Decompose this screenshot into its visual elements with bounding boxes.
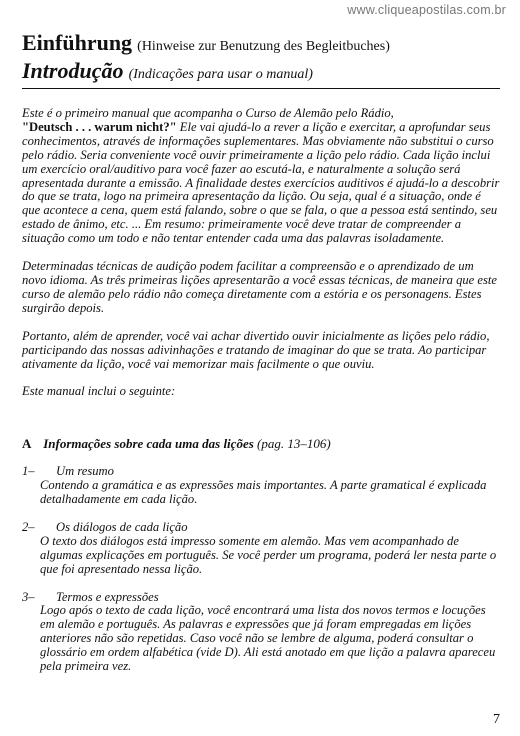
watermark: www.cliqueapostilas.com.br [347,3,506,17]
section-a-heading [22,437,500,451]
list-item-number: 2– [22,519,35,534]
section-a-title: Informações sobre cada uma das lições [43,436,254,452]
list-item-description: O texto dos diálogos está impresso somente em alemão. Mas vem acompanhado de algumas explicações em português. Se você perder um programa, poderá ler nesta parte o que foi apresentado nessa lição. [40,533,497,576]
list-item-description: Contendo a gramática e as expressões mais importantes. A parte gramatical é explicada detalhadamente em cada lição. [40,478,487,507]
page-number: 7 [493,712,500,727]
paragraph-2: Determinadas técnicas de audição podem facilitar a compreensão e o aprendizado de um novo idioma. As três primeiras lições apresentarão a você essas técnicas, de maneira que este curso de alemão pelo rádio não começa diretamente com a estória e os personagens. Estes surgirão depois. [22,259,497,315]
heading-german-title: Einführung [22,30,133,55]
list-item-title: Um resumo [56,464,114,479]
page-content [22,30,500,674]
section-a-letter: A [22,436,32,452]
list-item-3 [22,591,500,674]
heading-portuguese [22,58,500,84]
intro-rest: Ele vai ajudá-lo a rever a lição e exercitar, a aprofundar seus conhecimentos, através de informações suplementares. Mas obviamente não substitui o curso pelo rádio. Seria conveniente você ouvir primeiramente a lição pelo rádio. Cada lição inclui um exercício oral/auditivo para você fazer ao escutá-la, e naturalmente a solução será apresentada durante a emissão. A finalidade destes exercícios auditivos é ajudá-lo a descobrir do que se trata, logo na primeira apresentação da lição. Ou seja, qual é a situação, onde é que acontece a cena, quem está falando, sobre o que se fala, o que a pessoa está sentindo, seu estado de ânimo, etc. ... Em resumo: primeiramente você deve tratar de compreender a situação como um todo e não tentar entender cada uma das palavras isoladamente. [22,119,500,246]
list-item-number: 1– [22,464,35,479]
list-item-1 [22,465,500,507]
list-item-2 [22,521,500,577]
intro-line-start: Este é o primeiro manual que acompanha o Curso de Alemão pelo Rádio, [22,106,394,120]
heading-german-subtitle: (Hinweise zur Benutzung des Begleitbuches) [137,39,390,54]
course-title: "Deutsch . . . warum nicht?" [22,119,177,134]
intro-paragraph [22,107,500,246]
paragraph-3: Portanto, além de aprender, você vai achar divertido ouvir inicialmente as lições pelo rádio, participando das nossas adivinhações e tratando de imaginar do que se trata. Ao participar ativamente da lição, você vai memorizar mais facilmente o que ouviu. [22,328,490,371]
section-a-pages: (pag. 13–106) [257,436,331,452]
list-item-description: Logo após o texto de cada lição, você encontrará uma lista dos novos termos e locuções em alemão e português. As palavras e expressões que já foram empregadas em lições anteriores não são repetidas. Caso você não se lembre de alguma, poderá consultar o glossário em ordem alfabética (vide D). Ali está anotado em que lição a palavra apareceu pela primeira vez. [40,603,496,674]
paragraph-4: Este manual inclui o seguinte: [22,384,176,399]
list-item-number: 3– [22,589,35,604]
body-text [22,107,500,674]
heading-portuguese-title: Introdução [22,58,124,83]
heading-german [22,30,500,56]
heading-rule [22,88,500,89]
list-item-title: Termos e expressões [56,589,159,604]
heading-portuguese-subtitle: (Indicações para usar o manual) [128,67,313,82]
list-item-title: Os diálogos de cada lição [56,519,188,534]
